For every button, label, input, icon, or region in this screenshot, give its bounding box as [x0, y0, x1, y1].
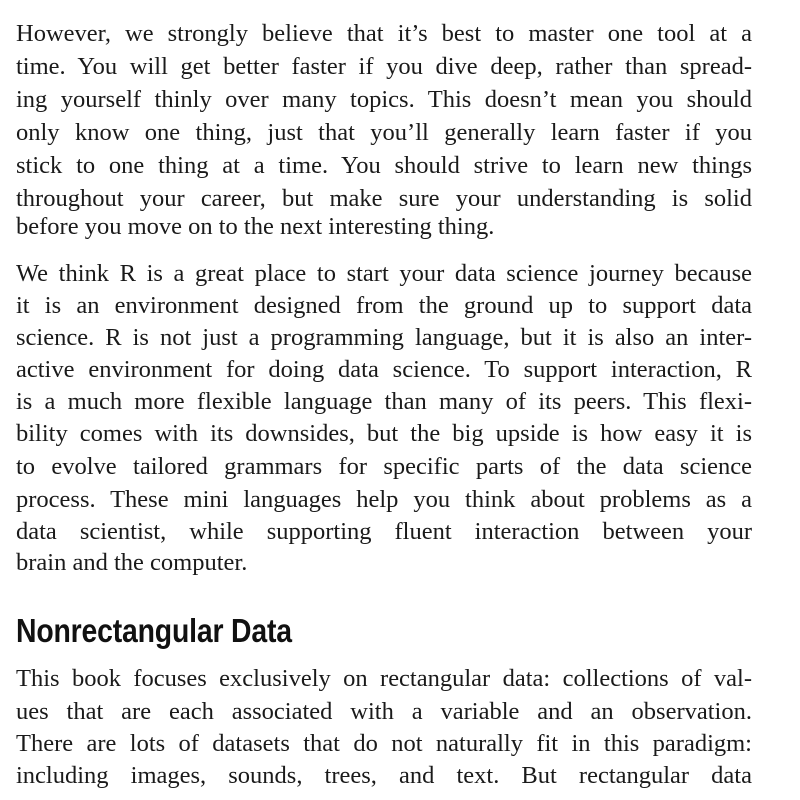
paragraph-line: only know one thing, just that you’ll generally learn faster if you	[16, 119, 752, 146]
paragraph-line: time. You will get better faster if you dive deep, rather than spread-	[16, 53, 752, 80]
paragraph-line: before you move on to the next interesting thing.	[16, 213, 495, 240]
paragraph-line: ing yourself thinly over many topics. This doesn’t mean you should	[16, 86, 752, 113]
paragraph-line: science. R is not just a programming language, but it is also an inter-	[16, 324, 752, 351]
paragraph-line: to evolve tailored grammars for specific parts of the data science	[16, 453, 752, 480]
paragraph-line: process. These mini languages help you think about problems as a	[16, 486, 752, 513]
paragraph-line: ues that are each associated with a variable and an observation.	[16, 698, 752, 725]
paragraph-line: active environment for doing data science. To support interaction, R	[16, 356, 752, 383]
paragraph-line: it is an environment designed from the ground up to support data	[16, 292, 752, 319]
paragraph-line: This book focuses exclusively on rectangular data: collections of val-	[16, 665, 752, 692]
paragraph-line: However, we strongly believe that it’s best to master one tool at a	[16, 20, 752, 47]
section-heading: Nonrectangular Data	[16, 612, 292, 649]
paragraph-line: bility comes with its downsides, but the big upside is how easy it is	[16, 420, 752, 447]
paragraph-line: throughout your career, but make sure your understanding is solid	[16, 185, 752, 212]
paragraph-line: brain and the computer.	[16, 549, 248, 576]
paragraph-line: There are lots of datasets that do not naturally fit in this paradigm:	[16, 730, 752, 757]
paragraph-line: stick to one thing at a time. You should strive to learn new things	[16, 152, 752, 179]
paragraph-line: is a much more flexible language than many of its peers. This flexi-	[16, 388, 752, 415]
paragraph-line: We think R is a great place to start your data science journey because	[16, 260, 752, 287]
paragraph-line: including images, sounds, trees, and text. But rectangular data	[16, 762, 752, 789]
paragraph-line: data scientist, while supporting fluent interaction between your	[16, 518, 752, 545]
